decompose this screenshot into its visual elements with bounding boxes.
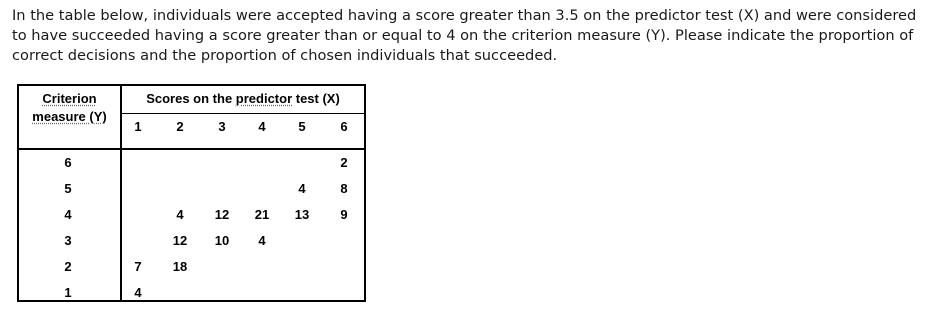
table-cell: 18 (172, 259, 188, 274)
y-score-6: 1 (64, 285, 72, 300)
y-score-4: 3 (64, 233, 72, 248)
x-score-4: 4 (258, 119, 266, 134)
table-cell: 8 (340, 181, 348, 196)
table-cell: 21 (254, 207, 270, 222)
predictor-label-post: test (X) (292, 91, 340, 106)
y-score-2: 5 (64, 181, 72, 196)
table-cell: 12 (172, 233, 188, 248)
table-cell: 4 (176, 207, 184, 222)
y-score-5: 2 (64, 259, 72, 274)
predictor-label-pre: Scores on the (146, 91, 236, 106)
table-cell: 4 (258, 233, 266, 248)
x-score-5: 5 (298, 119, 306, 134)
criterion-label-line2: measure (Y) (32, 109, 107, 124)
frequency-table (17, 84, 366, 302)
table-divider-horizontal (19, 148, 364, 150)
x-score-3: 3 (218, 119, 226, 134)
x-score-6: 6 (340, 119, 348, 134)
table-cell: 9 (340, 207, 348, 222)
table-cell: 13 (294, 207, 310, 222)
table-cell: 7 (134, 259, 142, 274)
table-cell: 10 (214, 233, 230, 248)
table-divider-vertical (120, 86, 122, 300)
criterion-label-line1: Criterion (42, 91, 97, 106)
table-cell: 4 (298, 181, 306, 196)
y-score-1: 6 (64, 155, 72, 170)
table-cell: 2 (340, 155, 348, 170)
criterion-header (19, 90, 120, 126)
predictor-label-word: predictor (235, 91, 293, 106)
table-cell: 12 (214, 207, 230, 222)
question-text: In the table below, individuals were accepted having a score greater than 3.5 on the predictor test (X) and were considered to have succeeded having a score greater than or equal to 4 on the criterion measure (Y). Please indicate the proportion of correct decisions and the proportion of chosen individuals that succeeded. (12, 7, 917, 64)
x-score-2: 2 (176, 119, 184, 134)
table-divider-header (120, 113, 364, 114)
predictor-header (122, 91, 364, 106)
y-score-3: 4 (64, 207, 72, 222)
table-cell: 4 (134, 285, 142, 300)
x-score-1: 1 (134, 119, 142, 134)
